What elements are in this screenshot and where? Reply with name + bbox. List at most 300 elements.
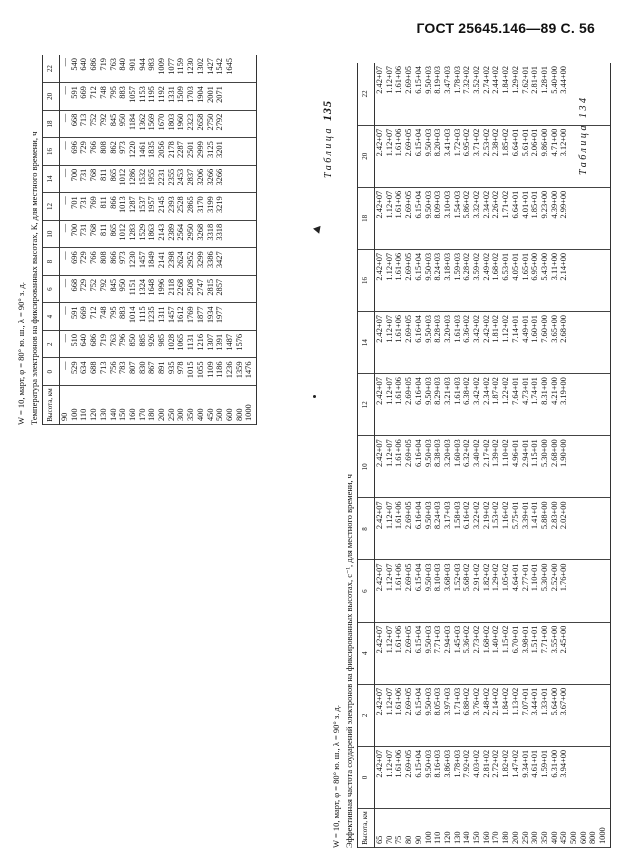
value-cell: 1.61+06 — [394, 498, 404, 560]
value-cell: 1457 — [138, 248, 148, 276]
value-cell: 1077 — [167, 55, 177, 83]
value-cell: 1.85+02 — [501, 125, 511, 187]
value-cell — [588, 684, 598, 746]
value-cell: 1.59+01 — [540, 746, 550, 808]
value-cell: 634 — [79, 358, 89, 386]
value-cell: 1.60+03 — [453, 436, 463, 498]
value-cell: 1.10+02 — [501, 436, 511, 498]
value-cell — [588, 63, 598, 125]
altitude-cell: 160 — [128, 386, 138, 425]
value-cell: 712 — [89, 303, 99, 331]
value-cell: 978 — [176, 358, 186, 386]
value-cell: 2.38+02 — [491, 125, 501, 187]
value-cell: 950 — [118, 275, 128, 303]
value-cell — [598, 560, 610, 622]
value-cell: 1.12+07 — [385, 249, 395, 311]
value-cell: 2.06+01 — [530, 125, 540, 187]
value-cell: 7.32+02 — [462, 63, 472, 125]
value-cell — [244, 165, 256, 193]
value-cell: 3.21+03 — [443, 374, 453, 436]
value-cell — [569, 249, 579, 311]
value-cell: 985 — [157, 330, 167, 358]
altitude-cell: 120 — [89, 386, 99, 425]
value-cell: 5.43+00 — [540, 249, 550, 311]
value-cell: 1569 — [147, 110, 157, 138]
value-cell: 540 — [70, 55, 80, 83]
value-cell: 8.05+03 — [433, 684, 443, 746]
value-cell: 2.69+05 — [404, 436, 414, 498]
value-cell: 1.61+03 — [453, 312, 463, 374]
altitude-cell: 110 — [433, 809, 443, 848]
value-cell: 2.42+07 — [375, 374, 385, 436]
value-cell: 2865 — [186, 193, 196, 221]
value-cell: 3.10+03 — [443, 187, 453, 249]
value-cell — [569, 622, 579, 684]
value-cell — [235, 248, 245, 276]
altitude-cell: 300 — [176, 386, 186, 425]
value-cell: 3.52+02 — [472, 63, 482, 125]
value-cell: 6.95+00 — [530, 249, 540, 311]
value-cell — [588, 560, 598, 622]
value-cell: 4.03+02 — [472, 746, 482, 808]
value-cell: 729 — [79, 275, 89, 303]
value-cell: 696 — [70, 138, 80, 166]
value-cell: 1.61+06 — [394, 249, 404, 311]
value-cell: 6.28+02 — [462, 249, 472, 311]
value-cell: 792 — [99, 275, 109, 303]
value-cell: 6.15+04 — [414, 187, 424, 249]
altitude-cell: 65 — [375, 809, 385, 848]
altitude-cell: 150 — [118, 386, 128, 425]
value-cell: 1.84+02 — [501, 684, 511, 746]
value-cell: 2.68+00 — [550, 436, 560, 498]
value-cell: 1195 — [147, 83, 157, 111]
time-header: 4 — [43, 303, 60, 331]
value-cell — [235, 55, 245, 83]
value-cell: 2.69+05 — [404, 684, 414, 746]
value-cell: 2.42+07 — [375, 63, 385, 125]
table-row — [433, 63, 443, 848]
value-cell: 1612 — [176, 303, 186, 331]
table-135-caption: Эффективная частота соударений электронов на фиксированных высотах, с⁻¹, для местного времени, ч — [344, 474, 354, 848]
value-cell: 830 — [138, 358, 148, 386]
value-cell: 3206 — [196, 165, 206, 193]
value-cell: 766 — [89, 248, 99, 276]
table-row — [79, 55, 89, 425]
value-cell: 768 — [89, 220, 99, 248]
value-cell: 1012 — [118, 220, 128, 248]
value-cell: 5.30+00 — [540, 560, 550, 622]
value-cell: 5.75+01 — [511, 498, 521, 560]
value-cell: 796 — [118, 330, 128, 358]
value-cell: 766 — [89, 138, 99, 166]
value-cell: 3299 — [196, 248, 206, 276]
value-cell: 752 — [89, 275, 99, 303]
altitude-cell: 170 — [491, 809, 501, 848]
value-cell: 756 — [109, 358, 119, 386]
value-cell — [598, 622, 610, 684]
value-cell: 6.38+02 — [462, 374, 472, 436]
table-row — [375, 63, 385, 848]
value-cell: 1769 — [186, 303, 196, 331]
value-cell: 9.34+01 — [521, 746, 531, 808]
time-header: 14 — [43, 165, 60, 193]
value-cell: 845 — [109, 110, 119, 138]
value-cell: — — [60, 83, 70, 111]
value-cell: 4.64+01 — [511, 560, 521, 622]
value-cell: 768 — [89, 165, 99, 193]
value-cell: 6.70+01 — [511, 622, 521, 684]
value-cell: 3.41+03 — [443, 125, 453, 187]
value-cell: 2.99+00 — [559, 187, 569, 249]
value-cell: 686 — [89, 55, 99, 83]
value-cell: 1115 — [138, 303, 148, 331]
value-cell: 3318 — [206, 220, 216, 248]
value-cell — [235, 303, 245, 331]
value-cell: 2.42+07 — [375, 436, 385, 498]
table-row — [60, 55, 70, 425]
value-cell: 840 — [118, 55, 128, 83]
table-row — [157, 55, 167, 425]
value-cell: 6.64+01 — [511, 125, 521, 187]
value-cell — [235, 193, 245, 221]
table-row — [424, 63, 434, 848]
value-cell: — — [60, 110, 70, 138]
value-cell: 1.68+02 — [482, 622, 492, 684]
value-cell: 2355 — [167, 165, 177, 193]
value-cell: 9.23+00 — [540, 187, 550, 249]
value-cell: 2952 — [186, 248, 196, 276]
value-cell: 688 — [89, 358, 99, 386]
value-cell: 1065 — [176, 330, 186, 358]
value-cell — [244, 83, 256, 111]
value-cell — [598, 63, 610, 125]
value-cell: 3.44+01 — [530, 684, 540, 746]
altitude-cell: 1000 — [244, 386, 256, 425]
time-header: 18 — [43, 110, 60, 138]
value-cell: 935 — [167, 358, 177, 386]
table-row — [491, 63, 501, 848]
value-cell: 3.44+00 — [559, 63, 569, 125]
value-cell: 1.13+02 — [511, 684, 521, 746]
value-cell: 6.31+00 — [550, 746, 560, 808]
value-cell: 1287 — [128, 193, 138, 221]
time-header: 0 — [43, 358, 60, 386]
value-cell: 6.15+04 — [414, 560, 424, 622]
value-cell: 2001 — [206, 83, 216, 111]
table-row — [138, 55, 148, 425]
value-cell: 1391 — [215, 330, 225, 358]
time-header: 20 — [358, 125, 375, 187]
value-cell: 9.50+03 — [424, 684, 434, 746]
value-cell: 669 — [79, 303, 89, 331]
value-cell: 1576 — [235, 330, 245, 358]
value-cell — [225, 193, 235, 221]
value-cell: 2.77+01 — [521, 560, 531, 622]
altitude-header: Высота, км — [43, 386, 60, 425]
value-cell: 1307 — [206, 330, 216, 358]
value-cell: 1960 — [176, 110, 186, 138]
value-cell: 1028 — [167, 330, 177, 358]
value-cell: 712 — [89, 83, 99, 111]
time-header: 22 — [358, 63, 375, 125]
value-cell: 1.12+07 — [385, 374, 395, 436]
value-cell: 1.61+06 — [394, 746, 404, 808]
value-cell — [579, 436, 589, 498]
value-cell: 808 — [99, 248, 109, 276]
value-cell — [244, 193, 256, 221]
value-cell: 8.28+03 — [433, 312, 443, 374]
time-header: 10 — [358, 436, 375, 498]
value-cell: 7.71+00 — [540, 622, 550, 684]
value-cell: 6.16+04 — [414, 436, 424, 498]
value-cell: 2.17+02 — [482, 436, 492, 498]
value-cell: 1.76+00 — [559, 560, 569, 622]
value-cell: 2453 — [176, 165, 186, 193]
value-cell — [579, 560, 589, 622]
value-cell: 4.71+00 — [550, 125, 560, 187]
value-cell: 1.61+06 — [394, 187, 404, 249]
value-cell: 2.69+05 — [404, 312, 414, 374]
value-cell: 1153 — [138, 83, 148, 111]
altitude-cell: 350 — [540, 809, 550, 848]
value-cell: 3.22+02 — [472, 498, 482, 560]
value-cell — [588, 622, 598, 684]
value-cell: 1537 — [138, 193, 148, 221]
altitude-cell: 500 — [215, 386, 225, 425]
value-cell — [225, 303, 235, 331]
print-mark — [313, 395, 316, 398]
value-cell: 2.14+00 — [559, 249, 569, 311]
value-cell: 6.32+02 — [462, 436, 472, 498]
value-cell: 3.18+03 — [443, 249, 453, 311]
value-cell: 795 — [109, 303, 119, 331]
value-cell: 6.16+04 — [414, 312, 424, 374]
value-cell: 3.12+00 — [559, 125, 569, 187]
value-cell: 5.40+00 — [550, 63, 560, 125]
value-cell: 1.12+07 — [385, 746, 395, 808]
altitude-cell: 90 — [60, 386, 70, 425]
value-cell: 763 — [109, 330, 119, 358]
value-cell: 2.42+07 — [375, 312, 385, 374]
table-label: Таблица — [323, 126, 334, 178]
value-cell — [569, 684, 579, 746]
value-cell: 700 — [70, 165, 80, 193]
value-cell: 6.15+04 — [414, 746, 424, 808]
value-cell: 807 — [128, 358, 138, 386]
value-cell: 1.61+06 — [394, 684, 404, 746]
table-row — [453, 63, 463, 848]
value-cell: 9.50+03 — [424, 436, 434, 498]
value-cell — [244, 220, 256, 248]
value-cell: 9.50+03 — [424, 746, 434, 808]
value-cell: 2.74+02 — [482, 63, 492, 125]
value-cell: 5.86+02 — [462, 187, 472, 249]
value-cell: 6.15+04 — [414, 249, 424, 311]
value-cell: 3.47+03 — [443, 63, 453, 125]
value-cell: 9.50+03 — [424, 560, 434, 622]
value-cell — [244, 138, 256, 166]
table-row — [579, 63, 589, 848]
value-cell: 2950 — [186, 220, 196, 248]
value-cell: 883 — [118, 83, 128, 111]
altitude-cell: 140 — [462, 809, 472, 848]
value-cell: 3.19+00 — [559, 374, 569, 436]
value-cell: 7.62+01 — [521, 63, 531, 125]
value-cell — [569, 746, 579, 808]
value-cell: 3427 — [215, 248, 225, 276]
value-cell: 1.61+06 — [394, 63, 404, 125]
value-cell: 2.94+03 — [443, 622, 453, 684]
value-cell: 2.91+02 — [472, 560, 482, 622]
value-cell: 3266 — [215, 165, 225, 193]
table-row — [462, 63, 472, 848]
time-header: 10 — [43, 220, 60, 248]
value-cell: 1.12+07 — [385, 498, 395, 560]
value-cell: 1.45+03 — [453, 622, 463, 684]
value-cell: 1957 — [147, 193, 157, 221]
value-cell: 2.69+05 — [404, 374, 414, 436]
table-row — [598, 63, 610, 848]
value-cell: 1186 — [215, 358, 225, 386]
value-cell: 713 — [99, 358, 109, 386]
time-header: 6 — [358, 560, 375, 622]
value-cell — [235, 165, 245, 193]
value-cell: 2.69+05 — [404, 187, 414, 249]
altitude-cell: 800 — [588, 809, 598, 848]
value-cell: 4.05+01 — [511, 249, 521, 311]
time-header: 8 — [43, 248, 60, 276]
value-cell: 2.42+07 — [375, 498, 385, 560]
value-cell: 9.50+03 — [424, 622, 434, 684]
value-cell: 686 — [89, 330, 99, 358]
table-row — [472, 63, 482, 848]
value-cell: 1.61+06 — [394, 436, 404, 498]
value-cell — [579, 684, 589, 746]
value-cell: 2323 — [186, 110, 196, 138]
value-cell: 6.36+02 — [462, 312, 472, 374]
altitude-cell: 200 — [511, 809, 521, 848]
value-cell: 1057 — [128, 83, 138, 111]
table-row — [501, 63, 511, 848]
value-cell: 1013 — [118, 193, 128, 221]
value-cell: 1.10+01 — [530, 560, 540, 622]
value-cell: 901 — [128, 55, 138, 83]
value-cell: 8.24+03 — [433, 498, 443, 560]
value-cell: 640 — [79, 330, 89, 358]
value-cell: 2.73+02 — [472, 622, 482, 684]
page-header: ГОСТ 25645.146—89 С. 56 — [416, 20, 595, 36]
altitude-cell: 80 — [404, 809, 414, 848]
value-cell: 6.64+01 — [511, 187, 521, 249]
value-cell: 866 — [109, 193, 119, 221]
value-cell: 7.14+01 — [511, 312, 521, 374]
value-cell — [588, 436, 598, 498]
value-cell: 4.01+01 — [521, 187, 531, 249]
value-cell: 1803 — [167, 110, 177, 138]
value-cell — [569, 312, 579, 374]
value-cell: 1.81+02 — [491, 312, 501, 374]
time-header: 16 — [358, 249, 375, 311]
altitude-cell: 70 — [385, 809, 395, 848]
value-cell: 1934 — [206, 303, 216, 331]
value-cell: 783 — [118, 358, 128, 386]
value-cell — [225, 165, 235, 193]
value-cell: 1.71+03 — [453, 684, 463, 746]
time-header: 2 — [43, 330, 60, 358]
table-row — [235, 55, 245, 425]
value-cell: 6.95+02 — [462, 125, 472, 187]
table-134-caption: Температура электронов на фиксированных высотах, К, для местного времени, ч — [29, 131, 39, 425]
value-cell: 4.39+00 — [550, 187, 560, 249]
value-cell: 983 — [147, 55, 157, 83]
altitude-cell: 300 — [530, 809, 540, 848]
value-cell: 1703 — [186, 83, 196, 111]
value-cell: 3.17+03 — [443, 498, 453, 560]
value-cell: 6.53+01 — [501, 249, 511, 311]
altitude-cell: 600 — [225, 386, 235, 425]
value-cell: 2.42+07 — [375, 746, 385, 808]
value-cell: 1151 — [128, 275, 138, 303]
value-cell: — — [60, 303, 70, 331]
table-135-conditions: W = 10, март, φ = 80° ю. ш., λ = 90° з. д. — [331, 705, 341, 848]
altitude-cell: 100 — [424, 809, 434, 848]
table-row — [482, 63, 492, 848]
value-cell: 1230 — [186, 55, 196, 83]
value-cell: 1542 — [215, 55, 225, 83]
table-row — [244, 55, 256, 425]
table-row — [206, 55, 216, 425]
value-cell: 668 — [70, 275, 80, 303]
value-cell: 1532 — [138, 165, 148, 193]
value-cell: 3.76+02 — [472, 684, 482, 746]
value-cell — [579, 187, 589, 249]
value-cell: 2.42+07 — [375, 125, 385, 187]
value-cell: 1.12+07 — [385, 312, 395, 374]
value-cell: 1.85+01 — [530, 187, 540, 249]
value-cell: 2056 — [157, 138, 167, 166]
value-cell: 1.22+02 — [501, 374, 511, 436]
value-cell — [588, 374, 598, 436]
table-row — [128, 55, 138, 425]
value-cell — [579, 498, 589, 560]
value-cell: 8.16+03 — [433, 746, 443, 808]
value-cell: 795 — [109, 83, 119, 111]
value-cell — [598, 249, 610, 311]
value-cell: 1648 — [147, 275, 157, 303]
value-cell: 2792 — [215, 110, 225, 138]
value-cell — [244, 55, 256, 83]
value-cell: 1.61+03 — [453, 374, 463, 436]
value-cell: 2.68+00 — [559, 312, 569, 374]
value-cell: 1.61+06 — [394, 560, 404, 622]
value-cell: 1835 — [147, 138, 157, 166]
value-cell: 2658 — [196, 110, 206, 138]
value-cell: 885 — [138, 330, 148, 358]
value-cell: 5.88+00 — [540, 498, 550, 560]
value-cell: — — [60, 358, 70, 386]
value-cell — [244, 303, 256, 331]
table-row — [394, 63, 404, 848]
value-cell: 752 — [89, 110, 99, 138]
altitude-cell: 250 — [521, 809, 531, 848]
value-cell: 2389 — [167, 220, 177, 248]
value-cell: 9.50+03 — [424, 125, 434, 187]
value-cell: 973 — [118, 248, 128, 276]
table-row — [569, 63, 579, 848]
value-cell — [225, 83, 235, 111]
table-row — [186, 55, 196, 425]
